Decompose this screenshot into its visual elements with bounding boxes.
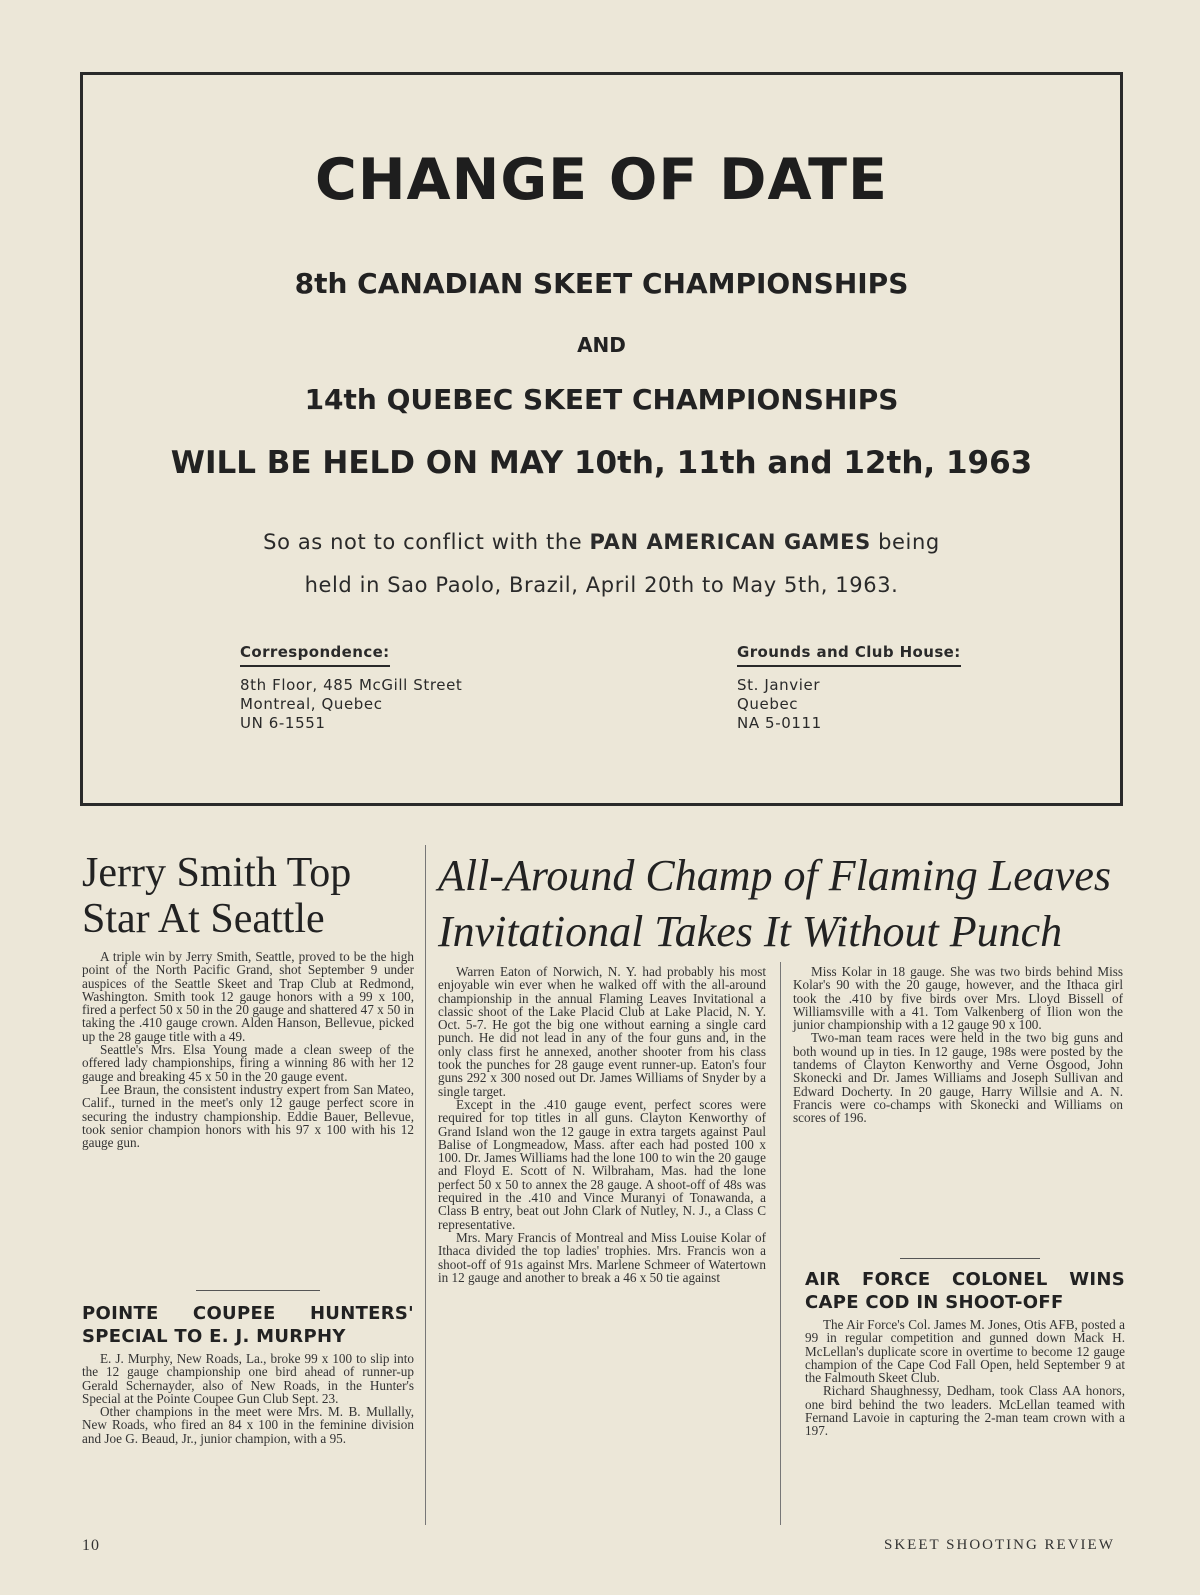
change-of-date-notice [80,72,1123,806]
column-rule [780,962,781,1525]
headline-line: All-Around Champ of Flaming Leaves [438,851,1111,900]
paragraph: Seattle's Mrs. Elsa Young made a clean sweep of the offered lady championships, firing a winning 86 with her 12 gauge and breaking 45 x 50 in the 20 gauge event. [82,1042,414,1084]
article-flaming-leaves-col2 [793,965,1123,1125]
notice-title: CHANGE OF DATE [315,147,888,213]
article-headline-cape-cod: AIR FORCE COLONEL WINS CAPE COD IN SHOOT-OFF [805,1269,1125,1313]
article-headline-jerry-smith: Jerry Smith Top Star At Seattle [82,850,352,942]
grounds-line: NA 5-0111 [737,714,822,732]
paragraph: Lee Braun, the consistent industry expert from San Mateo, Calif., turned in the meet's only 12 gauge perfect score in securing the industry championship. Eddie Bauer, Bellevue, took senior champion honors with his 97 x 100 with his 12 gauge gun. [82,1081,414,1151]
page-number: 10 [82,1537,100,1554]
notice-body-line1 [83,530,1120,554]
paragraph: A triple win by Jerry Smith, Seattle, proved to be the high point of the North Pacific Grand, shot September 9 under auspices of the Seattle Skeet and Trap Club at Redmond, Washington. Smith took 12 gauge honors with a 99 x 100, fired a perfect 50 x 50 in the 20 gauge and shattered 47 x 50 in taking the .410 gauge crown. Alden Hanson, Bellevue, picked up the 28 gauge title with a 49. [82,949,414,1044]
notice-body-text: So as not to conflict with the [263,530,590,554]
headline-line: Invitational Takes It Without Punch [438,907,1063,956]
paragraph: Other champions in the meet were Mrs. M. B. Mullally, New Roads, who fired an 84 x 100 in the feminine division and Joe G. Beaud, Jr., junior champion, with a 95. [82,1404,414,1446]
pan-american-games-label: PAN AMERICAN GAMES [589,530,871,554]
grounds-line: St. Janvier [737,676,821,694]
notice-body-line2: held in Sao Paolo, Brazil, April 20th to May 5th, 1963. [304,573,899,597]
correspondence-line: UN 6-1551 [240,714,326,732]
publication-name: SKEET SHOOTING REVIEW [884,1537,1115,1553]
notice-line-quebec: 14th QUEBEC SKEET CHAMPIONSHIPS [304,383,899,416]
section-divider [900,1258,1040,1259]
notice-body-text: being [870,530,940,554]
paragraph: E. J. Murphy, New Roads, La., broke 99 x 100 to slip into the 12 gauge championship one bird ahead of runner-up Gerald Schernayder, also of New Roads, in the Hunter's Special at the Pointe Coupee Gun Club Sept. 23. [82,1351,414,1406]
article-flaming-leaves-col1 [438,965,766,1284]
paragraph: Mrs. Mary Francis of Montreal and Miss Louise Kolar of Ithaca divided the top ladies' trophies. Mrs. Francis won a shoot-off of 91s against Mrs. Marlene Schmeer of Watertown in 12 gauge and another to break a 46 x 50 tie against [438,1229,766,1285]
correspondence-line: 8th Floor, 485 McGill Street [240,676,463,694]
paragraph: Richard Shaughnessy, Dedham, took Class AA honors, one bird behind the two leaders. McLellan teamed with Fernand Lavoie in capturing the 2-man team crown with a 197. [805,1383,1125,1439]
paragraph: The Air Force's Col. James M. Jones, Otis AFB, posted a 99 in regular competition and gunned down Mack H. McLellan's duplicate score in overtime to become 12 gauge champion of the Cape Cod Fall Open, held September 9 at the Falmouth Skeet Club. [805,1317,1125,1386]
paragraph: Miss Kolar in 18 gauge. She was two birds behind Miss Kolar's 90 with the 20 gauge, however, and the Ithaca girl took the .410 by five birds over Mrs. Lloyd Bissell of Williamsville with a 41. Tom Valkenberg of Ilion won the junior championship with a 12 gauge 90 x 100. [793,964,1123,1033]
paragraph: Warren Eaton of Norwich, N. Y. had probably his most enjoyable win ever when he walked off with the all-around championship in the annual Flaming Leaves Invitational a classic shoot of the Lake Placid Club at Lake Placid, N. Y. Oct. 5-7. He got the big one without earning a single card punch. He did not lead in any of the four guns and, in the only class first he annexed, another shooter from his class took the punches for 28 gauge event runner-up. Eaton's four guns 292 x 300 nosed out Dr. James Williams of Snyder by a single target. [438,964,766,1099]
column-rule [425,845,426,1525]
correspondence-block [240,643,462,733]
notice-line-canadian: 8th CANADIAN SKEET CHAMPIONSHIPS [294,267,909,300]
article-pointe-coupee [82,1302,414,1445]
grounds-heading: Grounds and Club House: [737,643,961,667]
correspondence-heading: Correspondence: [240,643,390,667]
article-jerry-smith-body [82,950,414,1149]
grounds-line: Quebec [737,695,799,713]
section-divider [196,1290,320,1291]
paragraph: Two-man team races were held in the two big guns and both wound up in ties. In 12 gauge, 198s were posted by the tandems of Clayton Kenworthy and Verne Osgood, John Skonecki and Dr. James Williams and Joseph Sullivan and Edward Docherty. In 20 gauge, Harry Willsie and A. N. Francis were co-champs with Skonecki and Williams on scores of 196. [793,1030,1123,1126]
article-headline-pointe-coupee: POINTE COUPEE HUNTERS' SPECIAL TO E. J. MURPHY [82,1303,414,1347]
notice-line-and: AND [577,333,626,357]
article-cape-cod [805,1268,1125,1438]
paragraph: Except in the .410 gauge event, perfect scores were required for top titles in all guns. Clayton Kenworthy of Grand Island won the 12 gauge in extra targets against Paul Balise of Longmeadow, Mass. after each had posted 100 x 100. Dr. James Williams had the lone 100 to win the 20 gauge and Floyd E. Scott of N. Wilbraham, Mas. had the lone perfect 50 x 50 to annex the 28 gauge. A shoot-off of 48s was required in the .410 and Vince Muranyi of Tonawanda, a Class B entry, beat out John Clark of Nutley, N. J., a Class C representative. [438,1096,766,1232]
article-headline-flaming-leaves [438,848,1138,960]
correspondence-line: Montreal, Quebec [240,695,383,713]
grounds-block [737,643,961,733]
notice-line-dates: WILL BE HELD ON MAY 10th, 11th and 12th, 1963 [170,445,1033,481]
